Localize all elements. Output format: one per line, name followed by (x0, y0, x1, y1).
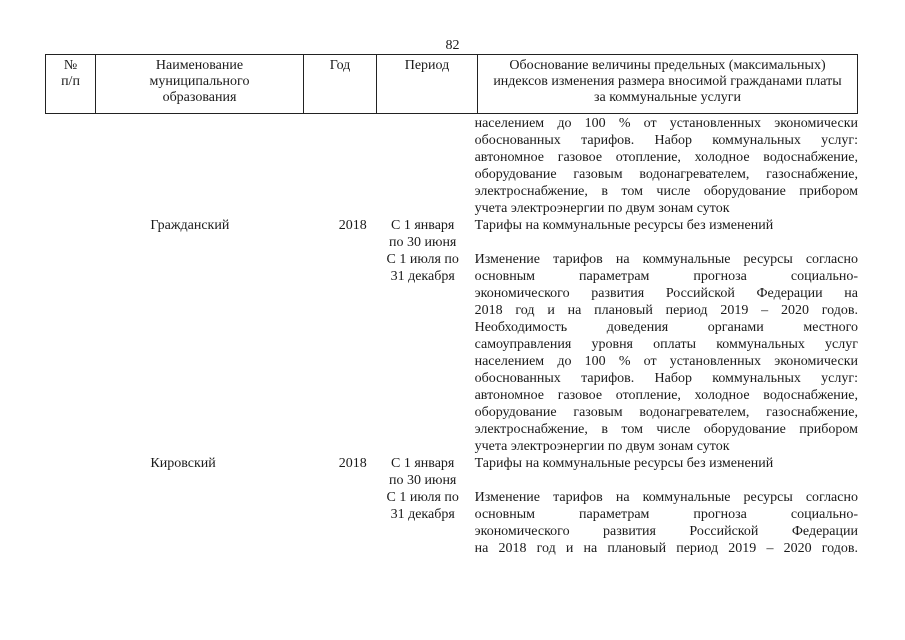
text-line: экономического развития Российской Федерации (474, 524, 858, 539)
header-text: Обоснование величины предельных (максимальных) (509, 58, 826, 73)
period-line: по 30 июня (389, 473, 457, 488)
table-header (45, 54, 858, 114)
text-line: оборудование газовым водонагревателем, газоснабжение, (474, 167, 858, 182)
text-line: экономического развития Российской Федерации на (474, 286, 858, 301)
text-line: населением до 100 % от установленных экономически (474, 116, 858, 131)
text-line: населением до 100 % от установленных экономически (474, 354, 858, 369)
text-line: оборудование газовым водонагревателем, газоснабжение, (474, 405, 858, 420)
municipality-name: Гражданский (150, 218, 230, 233)
header-text: образования (162, 90, 237, 105)
period-cell (373, 217, 473, 251)
text-line: учета электроэнергии по двум зонам суток (474, 439, 730, 454)
text-line: основным параметрам прогноза социально- (474, 269, 858, 284)
header-text: п/п (61, 74, 80, 89)
basis-text (475, 251, 858, 455)
header-col-number (46, 55, 96, 113)
header-text: муниципального (149, 74, 250, 89)
period-cell (373, 455, 473, 489)
text-line: основным параметрам прогноза социально- (474, 507, 858, 522)
header-text: индексов изменения размера вносимой гражданами платы (493, 74, 842, 89)
basis-text: Тарифы на коммунальные ресурсы без изменений (474, 456, 774, 471)
period-line: по 30 июня (389, 235, 457, 250)
table-row (45, 217, 858, 251)
text-line: обоснованных тарифов. Набор коммунальных услуг: (474, 133, 858, 148)
period-cell (373, 251, 473, 455)
text-line: обоснованных тарифов. Набор коммунальных услуг: (474, 371, 858, 386)
text-line: Изменение тарифов на коммунальные ресурсы согласно (474, 490, 858, 505)
period-line: С 1 июля по (386, 490, 459, 505)
year-cell: 2018 (338, 218, 367, 233)
text-line: на 2018 год и на плановый период 2019 – 2020 годов. (474, 541, 858, 556)
period-cell (373, 489, 473, 557)
basis-text (475, 489, 858, 557)
table-row (45, 115, 858, 217)
text-line: учета электроэнергии по двум зонам суток (474, 201, 730, 216)
header-col-period: Период (377, 55, 478, 113)
period-line: 31 декабря (390, 269, 455, 284)
text-line: самоуправления уровня оплаты коммунальных услуг (474, 337, 858, 352)
table-body (45, 115, 858, 557)
text-line: автономное газовое отопление, холодное водоснабжение, (474, 150, 858, 165)
table-row (45, 251, 858, 455)
period-line: С 1 января (391, 218, 455, 233)
table-row (45, 489, 858, 557)
table-row (45, 455, 858, 489)
header-text: за коммунальные услуги (593, 90, 742, 105)
municipality-name: Кировский (150, 456, 216, 471)
text-line: электроснабжение, в том числе оборудование прибором (474, 184, 858, 199)
period-line: С 1 июля по (386, 252, 459, 267)
header-text: № (63, 58, 78, 73)
text-line: 2018 год и на плановый период 2019 – 2020 годов. (474, 303, 858, 318)
page-number: 82 (445, 38, 460, 53)
header-text: Наименование (155, 58, 244, 73)
text-line: электроснабжение, в том числе оборудование прибором (474, 422, 858, 437)
basis-text: Тарифы на коммунальные ресурсы без изменений (474, 218, 774, 233)
text-line: автономное газовое отопление, холодное водоснабжение, (474, 388, 858, 403)
header-col-basis (478, 55, 857, 113)
text-line: Изменение тарифов на коммунальные ресурсы согласно (474, 252, 858, 267)
header-col-year: Год (304, 55, 377, 113)
basis-text-continuation (475, 115, 858, 217)
header-col-municipality (96, 55, 304, 113)
period-line: С 1 января (391, 456, 455, 471)
period-line: 31 декабря (390, 507, 455, 522)
year-cell: 2018 (338, 456, 367, 471)
text-line: Необходимость доведения органами местного (474, 320, 858, 335)
